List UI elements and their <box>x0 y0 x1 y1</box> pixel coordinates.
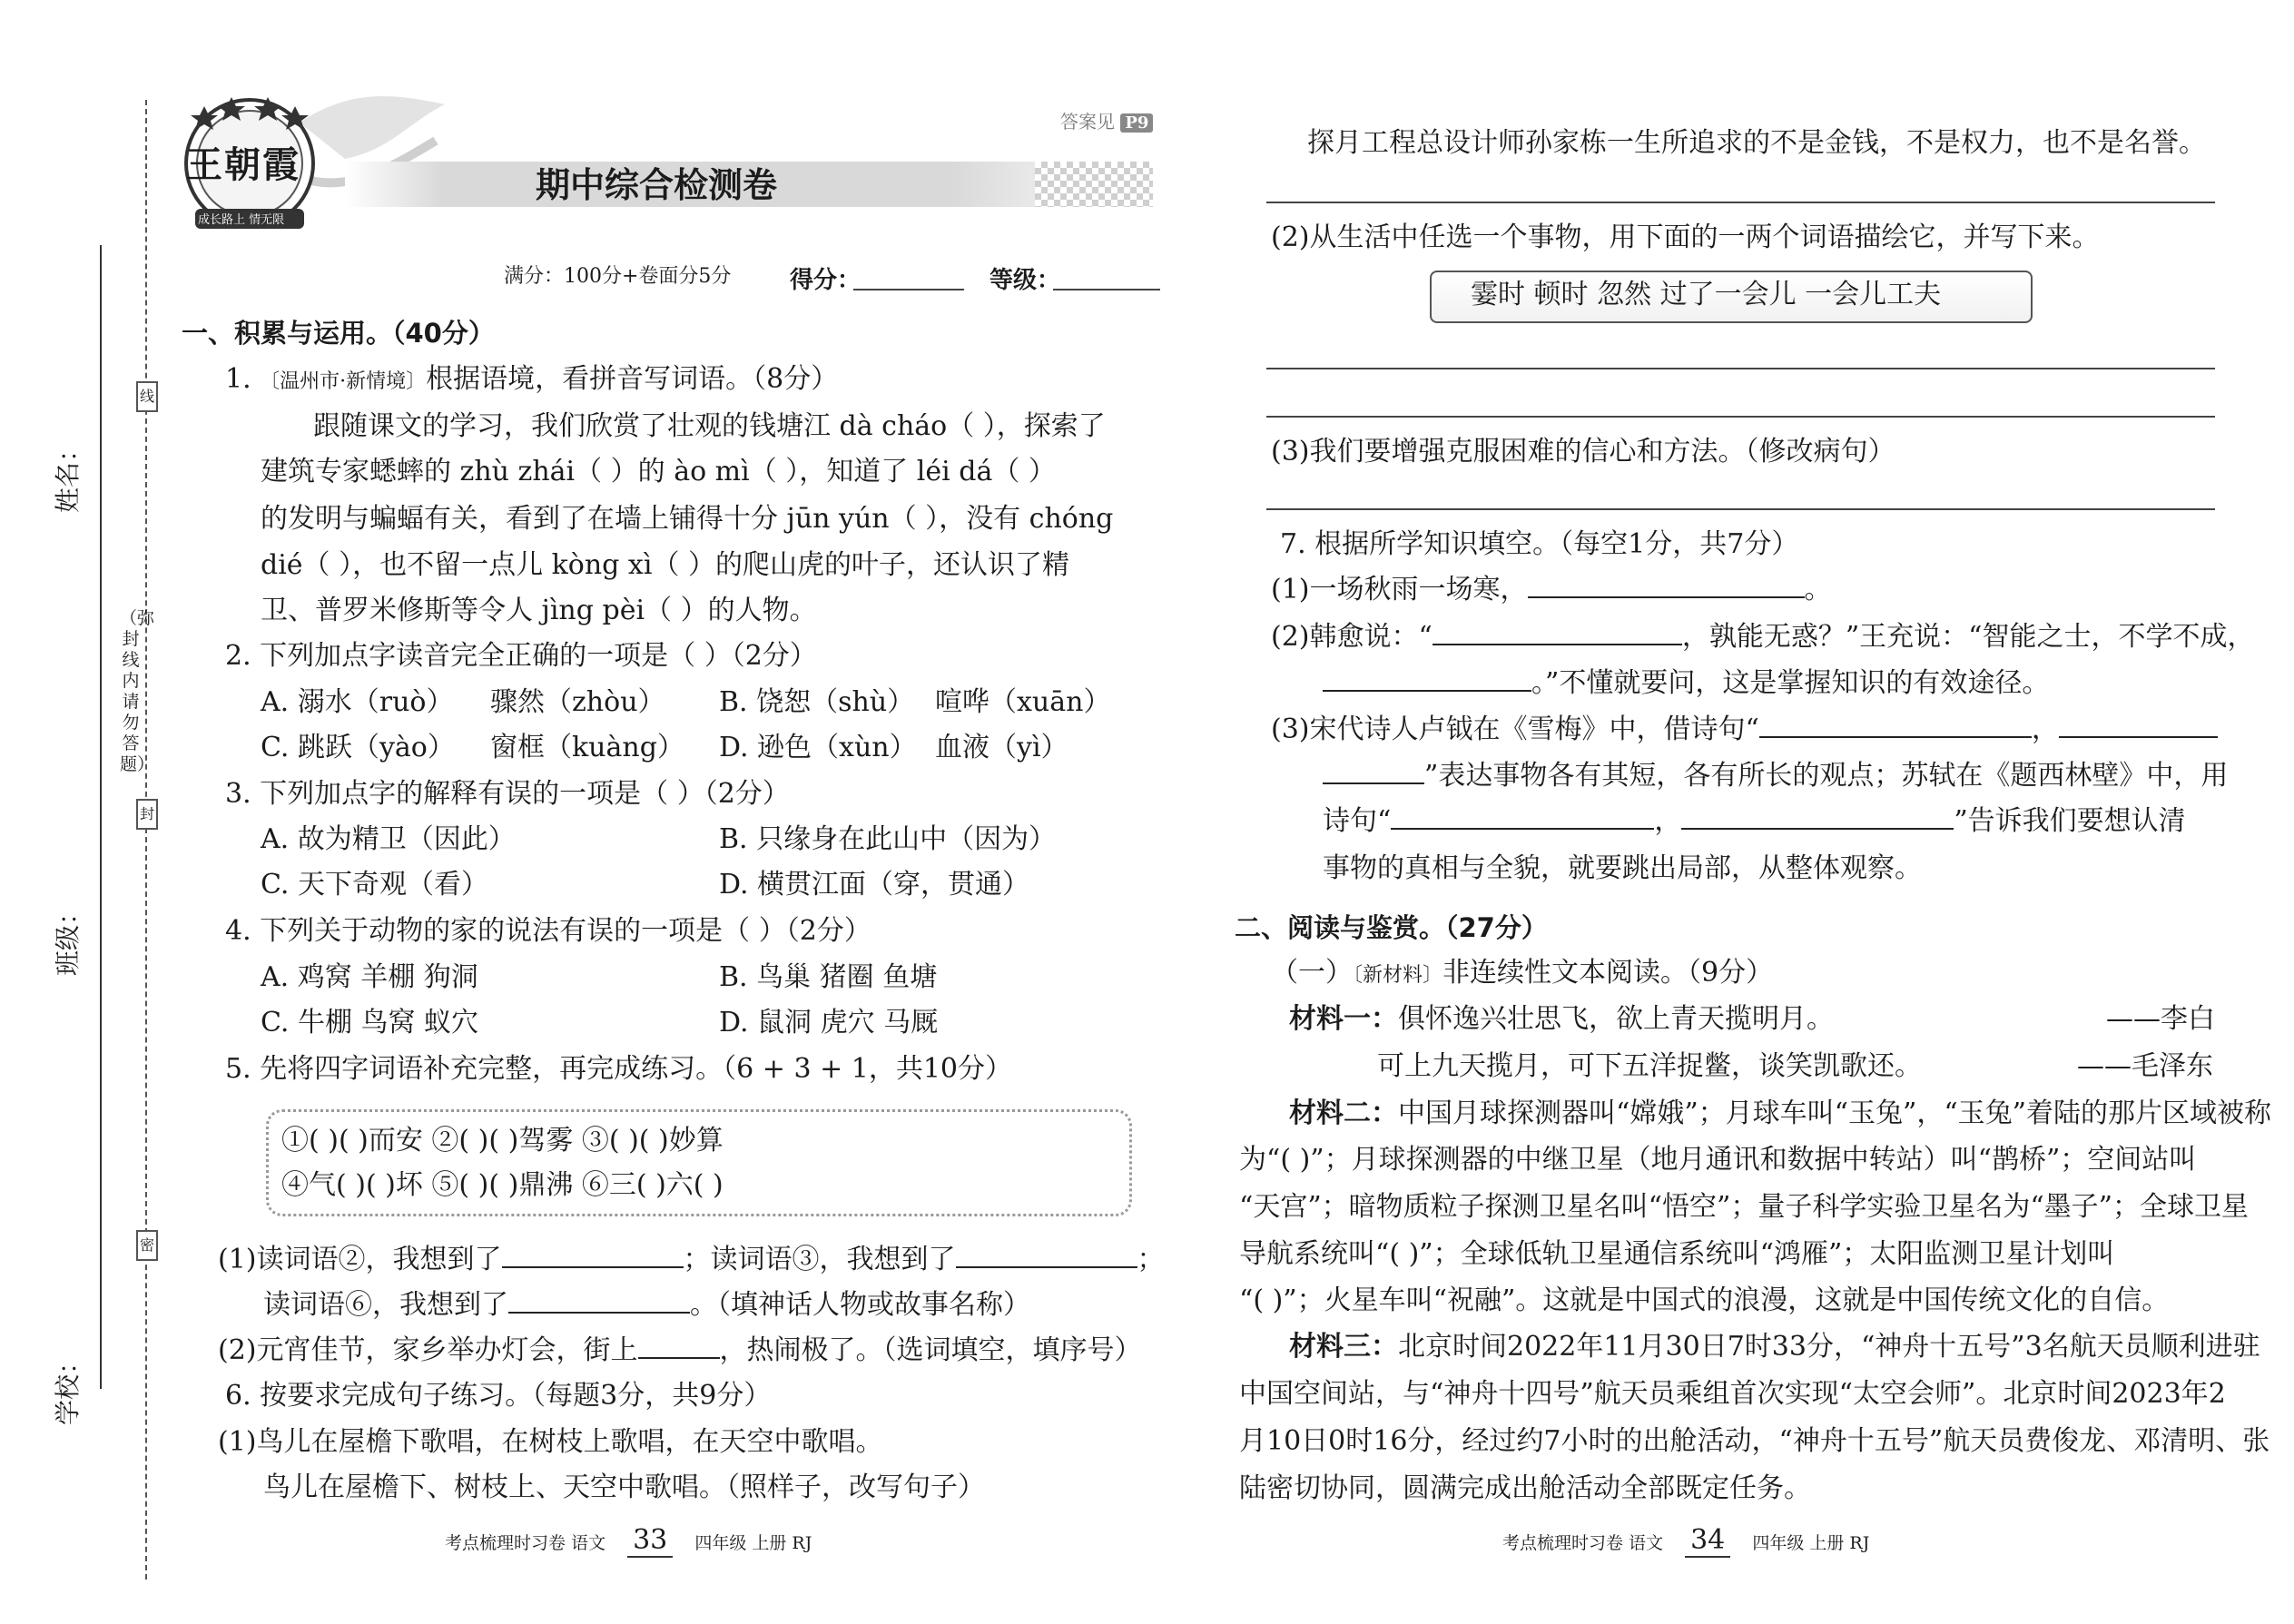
q7-2-line <box>1271 619 2255 655</box>
q7-3-blank-1b[interactable] <box>2059 713 2218 738</box>
material-1-line-2: 可上九天揽月，可下五洋捉鳖，谈笑凯歌还。 <box>1377 1050 1922 1082</box>
grade-blank[interactable] <box>1053 289 1160 290</box>
q7-3-text-a: (3)宋代诗人卢钺在《雪梅》中，借诗句“ <box>1271 714 1759 745</box>
material-3-line-3: 月10日0时16分，经过约7小时的出舱活动，“神舟十五号”航天员费俊龙、邓清明、张 <box>1239 1425 2270 1457</box>
q6-title: 6. 按要求完成句子练习。（每题3分，共9分） <box>225 1380 772 1412</box>
q5-1-blank-1[interactable] <box>502 1243 684 1268</box>
q7-3-blank-2[interactable] <box>1323 759 1424 784</box>
answer-page-badge: P9 <box>1120 113 1153 133</box>
footer-right-grade: 四年级 上册 RJ <box>1752 1533 1870 1553</box>
binding-note: （弥封线内请勿答题） <box>120 608 155 774</box>
title-band-checker <box>1035 162 1153 207</box>
q5-1-text-c: ； <box>1137 1244 1165 1275</box>
q5-2-text-a: (2)元宵佳节，家乡举办灯会，街上 <box>218 1334 638 1366</box>
q7-2-line-2 <box>1323 665 2049 702</box>
q6-3-answer-line[interactable] <box>1266 508 2215 510</box>
q2-title: 2. 下列加点字读音完全正确的一项是（ ）（2分） <box>225 640 817 672</box>
q7-3-blank-3[interactable] <box>1391 804 1654 830</box>
q7-3-blank-1[interactable] <box>1759 713 2032 738</box>
answer-ref-label: 答案见 <box>1060 111 1115 133</box>
q7-3-line-2 <box>1323 758 2228 794</box>
q5-1-blank-3[interactable] <box>508 1288 690 1314</box>
q7-3-line <box>1271 712 2218 748</box>
answer-ref <box>1060 107 1153 133</box>
q7-1-blank[interactable] <box>1528 573 1805 598</box>
material-2-line-4: 导航系统叫“( )”；全球低轨卫星通信系统叫“鸿雁”；太阳监测卫星计划叫 <box>1239 1238 2115 1270</box>
q1-tag: 〔温州市·新情境〕 <box>260 370 427 393</box>
material-1-author: ——李白 <box>2106 1003 2215 1035</box>
q5-1-line <box>218 1242 1165 1278</box>
school-label: 学校： <box>53 1348 83 1425</box>
q1-line-2: 建筑专家蟋蟀的 zhù zhái（ ）的 ào mì（ ），知道了 léi dá（ ） <box>261 456 1056 487</box>
q2-option-d2: 血液（yì） <box>935 732 1068 763</box>
q2-option-d[interactable]: D. 逊色（xùn） <box>719 732 917 763</box>
q3-option-d[interactable]: D. 横贯江面（穿，贯通） <box>719 869 1030 901</box>
q6-1-answer-line[interactable] <box>1266 202 2215 203</box>
q7-2-blank-2[interactable] <box>1323 666 1531 692</box>
material-2-line-2: 为“( )”；月球探测器的中继卫星（地月通讯和数据中转站）叫“鹊桥”；空间站叫 <box>1239 1144 2197 1176</box>
name-label: 姓名： <box>53 436 83 513</box>
q7-2-text-a: (2)韩愈说：“ <box>1271 621 1433 653</box>
q5-2-line <box>218 1333 1142 1369</box>
binding-solid-line <box>100 245 102 1389</box>
material-2-line-5: “( )”；火星车叫“祝融”。这就是中国式的浪漫，这就是中国传统文化的自信。 <box>1239 1284 2170 1316</box>
reading-1-num: （一） <box>1271 957 1353 989</box>
q7-3-text-e: ， <box>1654 805 1682 837</box>
q2-option-a2: 骤然（zhòu） <box>490 686 665 718</box>
line-mark-1: 线 <box>136 381 158 412</box>
q1-title <box>225 361 838 400</box>
q2-option-b[interactable]: B. 饶恕（shù） <box>719 686 915 718</box>
q3-title: 3. 下列加点字的解释有误的一项是（ ）（2分） <box>225 778 790 810</box>
q2-option-c[interactable]: C. 跳跃（yào） <box>261 732 455 763</box>
q5-2-blank[interactable] <box>638 1334 720 1359</box>
q5-box-line-2: ④气( )( )坏 ⑤( )( )鼎沸 ⑥三( )六( ) <box>281 1169 724 1201</box>
q7-2-text-c: 。”不懂就要问，这是掌握知识的有效途径。 <box>1531 667 2050 699</box>
reading-1-tag: 〔新材料〕 <box>1353 964 1443 987</box>
footer-left-grade: 四年级 上册 RJ <box>694 1533 812 1553</box>
q5-1-text-d: 读词语⑥，我想到了 <box>263 1289 508 1321</box>
material-1-line-1 <box>1289 1001 1834 1038</box>
q5-1-text-b: ；读词语③，我想到了 <box>683 1244 956 1275</box>
q6-2-answer-line-1[interactable] <box>1266 368 2215 369</box>
q5-1-text-a: (1)读词语②，我想到了 <box>218 1244 502 1275</box>
reading-1-title <box>1271 955 1773 994</box>
q4-option-d[interactable]: D. 鼠洞 虎穴 马厩 <box>719 1007 939 1038</box>
q4-title: 4. 下列关于动物的家的说法有误的一项是（ ）（2分） <box>225 915 871 947</box>
q1-line-4: dié（ ），也不留一点儿 kòng xì（ ）的爬山虎的叶子，还认识了精 <box>261 549 1069 581</box>
footer-left-page: 33 <box>627 1524 673 1558</box>
q1-num: 1. <box>225 363 251 395</box>
q6-3-title: (3)我们要增强克服困难的信心和方法。（修改病句） <box>1271 436 1895 468</box>
q5-1-blank-2[interactable] <box>956 1243 1137 1268</box>
q6-1-example: 鸟儿在屋檐下、树枝上、天空中歌唱。（照样子，改写句子） <box>263 1471 985 1503</box>
section-2-heading: 二、阅读与鉴赏。（27分） <box>1235 912 1548 943</box>
q7-3-text-d: 诗句“ <box>1323 805 1392 837</box>
q7-2-blank-1[interactable] <box>1433 620 1682 645</box>
material-2-label: 材料二： <box>1289 1097 1398 1129</box>
material-3-line-4: 陆密切协同，圆满完成出舱活动全部既定任务。 <box>1239 1472 1811 1504</box>
q7-2-text-b: ，孰能无惑？”王充说：“智能之士，不学不成， <box>1681 621 2255 653</box>
q4-option-a[interactable]: A. 鸡窝 羊棚 狗洞 <box>261 961 478 993</box>
q6-2-answer-line-2[interactable] <box>1266 416 2215 418</box>
q7-3-text-f: ”告诉我们要想认清 <box>1954 805 2186 837</box>
q4-option-c[interactable]: C. 牛棚 鸟窝 蚁穴 <box>261 1007 479 1038</box>
line-mark-2: 封 <box>136 799 158 830</box>
q6-2-words: 霎时 顿时 忽然 过了一会儿 一会儿工夫 <box>1471 279 1942 310</box>
q2-option-a[interactable]: A. 溺水（ruò） <box>261 686 454 718</box>
footer-right <box>1502 1524 1870 1557</box>
section-1-heading: 一、积累与运用。（40分） <box>182 318 495 349</box>
material-3-line-2: 中国空间站，与“神舟十四号”航天员乘组首次实现“太空会师”。北京时间2023年2 <box>1239 1378 2226 1410</box>
grade-label: 等级： <box>989 267 1061 294</box>
score-info: 满分：100分+卷面分5分 <box>504 265 732 288</box>
q3-option-c[interactable]: C. 天下奇观（看） <box>261 869 488 901</box>
q5-title: 5. 先将四字词语补充完整，再完成练习。（6 + 3 + 1，共10分） <box>225 1053 1013 1085</box>
q4-option-b[interactable]: B. 鸟巢 猪圈 鱼塘 <box>719 961 938 993</box>
q2-option-b2: 喧哗（xuān） <box>935 686 1111 718</box>
q7-1-end: 。 <box>1804 574 1832 605</box>
q3-option-b[interactable]: B. 只缘身在此山中（因为） <box>719 823 1057 855</box>
q5-1-text-e: 。（填神话人物或故事名称） <box>690 1289 1030 1321</box>
material-3-line-1 <box>1289 1329 2260 1365</box>
q7-3-blank-4[interactable] <box>1681 804 1954 830</box>
logo-sub: 成长路上 情无限 <box>198 213 285 227</box>
q7-3-line-4: 事物的真相与全貌，就要跳出局部，从整体观察。 <box>1323 852 1922 884</box>
material-2-line-1 <box>1289 1096 2271 1132</box>
q7-1-line <box>1271 572 1832 608</box>
footer-left <box>445 1524 812 1557</box>
q6-1-sentence: (1)鸟儿在屋檐下歌唱，在树枝上歌唱，在天空中歌唱。 <box>218 1426 883 1458</box>
q7-3-text-c: ”表达事物各有其短，各有所长的观点；苏轼在《题西林壁》中，用 <box>1424 760 2229 792</box>
material-2-line-3: “天宫”；暗物质粒子探测卫星名叫“悟空”；量子科学实验卫星名为“墨子”；全球卫星 <box>1239 1191 2250 1223</box>
reading-1-text: 非连续性文本阅读。（9分） <box>1442 957 1774 989</box>
material-1-label: 材料一： <box>1289 1003 1398 1035</box>
q1-line-1: 跟随课文的学习，我们欣赏了壮观的钱塘江 dà cháo（ ），探索了 <box>313 410 1106 442</box>
score-blank[interactable] <box>853 289 964 290</box>
q7-1-text: (1)一场秋雨一场寒， <box>1271 574 1528 605</box>
line-mark-3: 密 <box>136 1230 158 1261</box>
class-label: 班级： <box>53 899 83 976</box>
material-3-text: 北京时间2022年11月30日7时33分，“神舟十五号”3名航天员顺利进驻 <box>1398 1331 2260 1363</box>
page-title: 期中综合检测卷 <box>536 165 778 205</box>
material-1-text: 俱怀逸兴壮思飞，欲上青天揽明月。 <box>1398 1003 1834 1035</box>
q5-2-text-b: ，热闹极了。（选词填空，填序号） <box>719 1334 1142 1366</box>
q6-2-title: (2)从生活中任选一个事物，用下面的一两个词语描绘它，并写下来。 <box>1271 221 2100 253</box>
logo-text: 王朝霞 <box>186 143 300 186</box>
material-1-author-2: ——毛泽东 <box>2077 1050 2213 1082</box>
q7-3-text-b: ， <box>2031 714 2059 745</box>
q1-line-3: 的发明与蝙蝠有关，看到了在墙上铺得十分 jūn yún（ ），没有 chóng <box>261 503 1114 535</box>
q7-title: 7. 根据所学知识填空。（每空1分，共7分） <box>1280 528 1799 560</box>
q5-1-line-2 <box>263 1287 1030 1324</box>
footer-right-page: 34 <box>1685 1524 1730 1558</box>
footer-right-book: 考点梳理时习卷 语文 <box>1502 1533 1664 1553</box>
material-3-label: 材料三： <box>1289 1331 1398 1363</box>
q3-option-a[interactable]: A. 故为精卫（因此） <box>261 823 516 855</box>
binding-dashed-line <box>145 100 147 1580</box>
q2-option-c2: 窗框（kuàng） <box>490 732 684 763</box>
q1-line-5: 卫、普罗米修斯等令人 jìng pèi（ ）的人物。 <box>261 595 817 626</box>
score-label: 得分： <box>790 267 861 294</box>
material-2-text: 中国月球探测器叫“嫦娥”；月球车叫“玉兔”，“玉兔”着陆的那片区域被称 <box>1398 1097 2272 1129</box>
footer-left-book: 考点梳理时习卷 语文 <box>445 1533 606 1553</box>
q5-box-line-1: ①( )( )而安 ②( )( )驾雾 ③( )( )妙算 <box>281 1125 724 1156</box>
q6-1-original: 探月工程总设计师孙家栋一生所追求的不是金钱，不是权力，也不是名誉。 <box>1307 127 2206 159</box>
q1-text: 根据语境，看拼音写词语。（8分） <box>426 363 839 395</box>
q7-3-line-3 <box>1323 803 2186 840</box>
